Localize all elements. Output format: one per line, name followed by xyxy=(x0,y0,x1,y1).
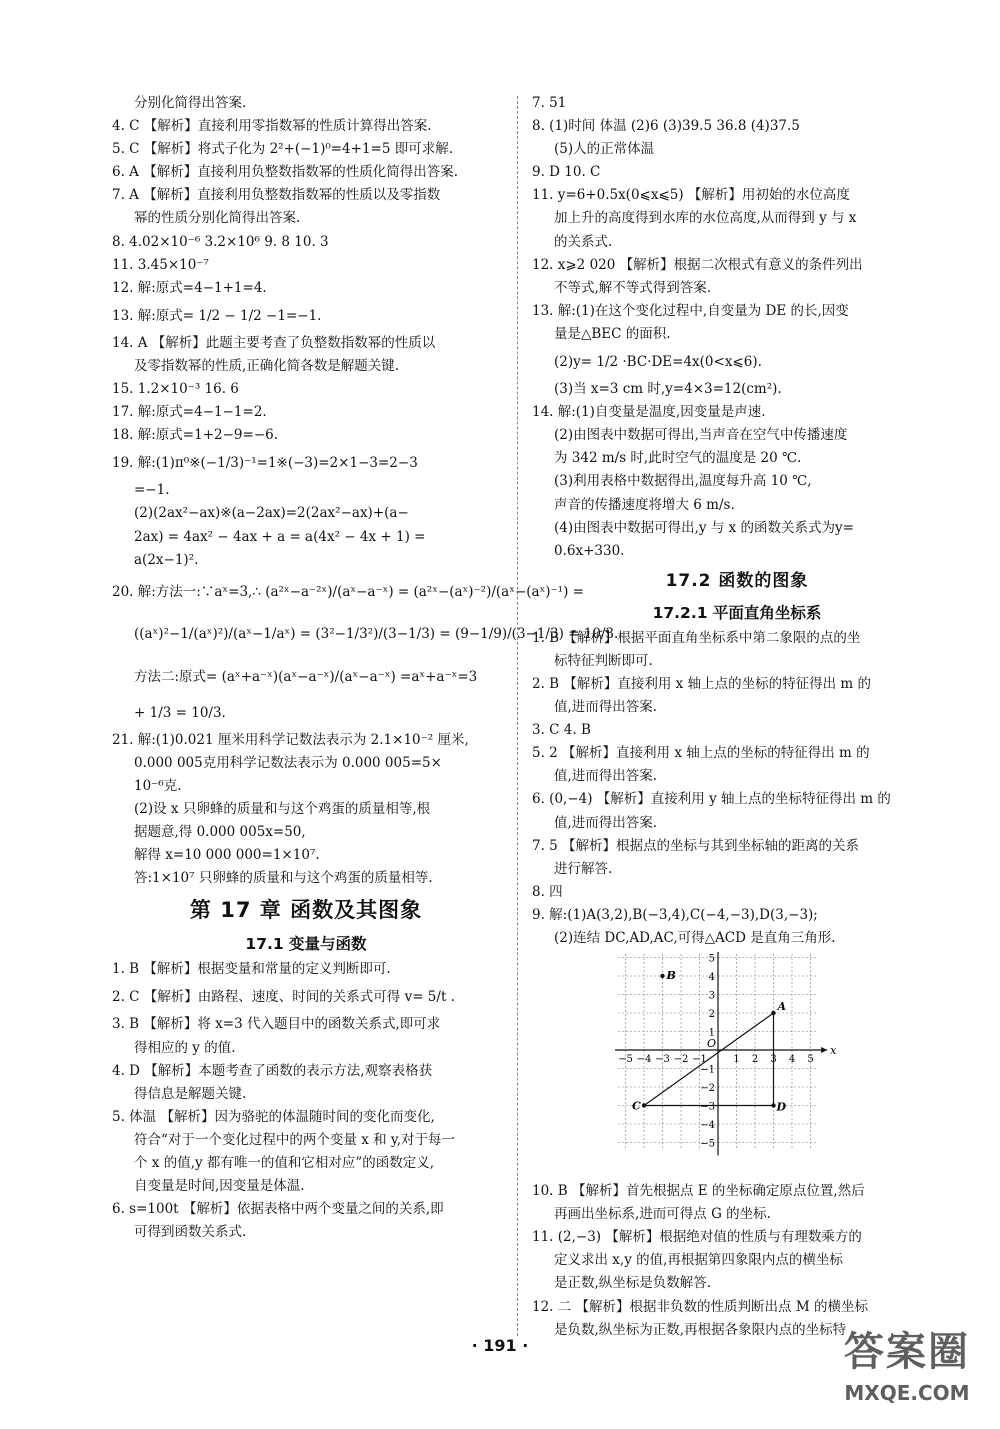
right-tail-answers xyxy=(532,1180,942,1342)
answer-line: 4. C 【解析】直接利用零指数幂的性质计算得出答案. xyxy=(112,118,432,135)
y-tick-label: −3 xyxy=(700,1101,715,1113)
point-label: A xyxy=(777,1000,787,1014)
answer-line: 是正数,纵坐标是负数解答. xyxy=(554,1275,712,1292)
answer-line: 1. B 【解析】根据变量和常量的定义判断即可. xyxy=(112,961,391,978)
answer-line: 10. B 【解析】首先根据点 E 的坐标确定原点位置,然后 xyxy=(532,1183,865,1200)
watermark-bottom: MXQE.COM xyxy=(844,1381,970,1405)
y-tick-label: 4 xyxy=(708,972,715,984)
answer-line: 方法二:原式= (aˣ+a⁻ˣ)(aˣ−a⁻ˣ)/(aˣ−a⁻ˣ) =aˣ+a⁻ˣ=3 xyxy=(134,668,478,685)
x-tick-label: 4 xyxy=(788,1054,796,1066)
answer-line: 14. A 【解析】此题主要考查了负整数指数幂的性质以 xyxy=(112,334,436,351)
answer-line: (2)(2ax²−ax)※(a−2ax)=2(2ax²−ax)+(a− xyxy=(134,505,409,522)
answer-line: 5. 体温 【解析】因为骆驼的体温随时间的变化而变化, xyxy=(112,1108,435,1125)
point-label: B xyxy=(666,969,676,983)
watermark-logo xyxy=(822,1320,992,1424)
answer-line: a(2x−1)². xyxy=(134,551,199,568)
answer-line: 13. 解:原式= 1/2 − 1/2 −1=−1. xyxy=(112,307,322,324)
answer-line: 值,进而得出答案. xyxy=(554,699,658,716)
answer-line: 符合“对于一个变化过程中的两个变量 x 和 y,对于每一 xyxy=(134,1131,456,1148)
answer-line: 0.6x+330. xyxy=(554,542,625,559)
answer-line: 14. 解:(1)自变量是温度,因变量是声速. xyxy=(532,404,766,421)
right-answer-lines xyxy=(532,92,942,563)
coordinate-graph xyxy=(532,950,942,1180)
answer-line: 8. 四 xyxy=(532,883,563,900)
coordinate-plane-svg xyxy=(615,952,845,1178)
answer-line: 18. 解:原式=1+2−9=−6. xyxy=(112,427,279,444)
point-label: D xyxy=(776,1100,787,1114)
x-tick-label: −2 xyxy=(673,1054,689,1066)
answer-line: 19. 解:(1)π⁰※(−1/3)⁻¹=1※(−3)=2×1−3=2−3 xyxy=(112,455,418,472)
answer-line: 6. s=100t 【解析】依据表格中两个变量之间的关系,即 xyxy=(112,1201,444,1218)
answer-line: 进行解答. xyxy=(554,860,613,877)
answer-line: (3)利用表格中数据得出,温度每升高 10 ℃, xyxy=(554,473,812,490)
point-a xyxy=(771,1011,775,1015)
answer-line: 是负数,纵坐标为正数,再根据各象限内点的坐标特 xyxy=(554,1321,847,1338)
answer-line: 定义求出 x,y 的值,再根据第四象限内点的横坐标 xyxy=(554,1252,843,1269)
watermark-top: 答案圈 xyxy=(844,1329,970,1375)
y-tick-label: 5 xyxy=(708,953,715,965)
answer-line: 6. A 【解析】直接利用负整数指数幂的性质化简得出答案. xyxy=(112,164,459,181)
answer-line: (5)人的正常体温 xyxy=(554,141,655,158)
answer-line: 标特征判断即可. xyxy=(554,652,653,669)
answer-line: 为 342 m/s 时,此时空气的温度是 20 ℃. xyxy=(554,450,802,467)
answer-line: 声音的传播速度将增大 6 m/s. xyxy=(554,496,735,513)
section-17-2-1-title: 17.2.1 平面直角坐标系 xyxy=(652,603,822,622)
answer-line: 的关系式. xyxy=(554,233,613,250)
answer-line: (2)由图表中数据可得出,当声音在空气中传播速度 xyxy=(554,427,848,444)
answer-line: 2. B 【解析】直接利用 x 轴上点的坐标的特征得出 m 的 xyxy=(532,675,871,692)
answer-line: 17. 解:原式=4−1−1=2. xyxy=(112,404,267,421)
answer-line: 分别化简得出答案. xyxy=(134,95,247,111)
answer-line: 可得到函数关系式. xyxy=(134,1224,247,1241)
x-tick-label: 2 xyxy=(751,1054,759,1066)
answer-line: 4. D 【解析】本题考查了函数的表示方法,观察表格获 xyxy=(112,1062,433,1079)
y-tick-label: −5 xyxy=(700,1138,715,1150)
answer-line: =−1. xyxy=(134,482,170,499)
answer-line: 2ax) = 4ax² − 4ax + a = a(4x² − 4x + 1) = xyxy=(134,528,426,545)
answer-line: 值,进而得出答案. xyxy=(554,768,658,785)
answer-line: 7. A 【解析】直接利用负整数指数幂的性质以及零指数 xyxy=(112,187,441,204)
answer-line: 得相应的 y 的值. xyxy=(134,1039,236,1056)
section-17-1-title: 17.1 变量与函数 xyxy=(245,935,367,954)
answer-line: 7. 51 xyxy=(532,95,567,111)
answer-line: 10⁻⁶克. xyxy=(134,777,182,794)
point-b xyxy=(660,974,664,978)
answer-line: 12. 二 【解析】根据非负数的性质判断出点 M 的横坐标 xyxy=(532,1298,868,1315)
y-tick-label: 3 xyxy=(708,990,715,1002)
chapter-title: 第 17 章 函数及其图象 xyxy=(189,898,423,923)
answer-line: ((aˣ)²−1/(aˣ)²)/(aˣ−1/aˣ) = (3²−1/3²)/(3−1/3) = (9−1/9)/(3−1/3) = 10/3. xyxy=(134,625,619,642)
answer-line: 12. x⩾2 020 【解析】根据二次根式有意义的条件列出 xyxy=(532,256,863,273)
page-number: · 191 · xyxy=(471,1336,529,1355)
answer-line: 值,进而得出答案. xyxy=(554,814,658,831)
x-tick-label: 3 xyxy=(770,1054,777,1066)
y-tick-label: −2 xyxy=(700,1083,715,1095)
answer-line: 8. 4.02×10⁻⁶ 3.2×10⁶ 9. 8 10. 3 xyxy=(112,233,329,250)
answer-line: + 1/3 = 10/3. xyxy=(134,704,226,721)
answer-line: (2)y= 1/2 ·BC·DE=4x(0<x⩽6). xyxy=(554,354,762,371)
answer-line: 11. 3.45×10⁻⁷ xyxy=(112,256,209,273)
answer-line: 3. C 4. B xyxy=(532,722,591,739)
section-17-1-answers xyxy=(112,958,500,1244)
x-axis-label: x xyxy=(830,1044,837,1058)
answer-line: 0.000 005克用科学记数法表示为 0.000 005=5× xyxy=(134,754,442,771)
answer-line: 2. C 【解析】由路程、速度、时间的关系式可得 v= 5/t . xyxy=(112,989,455,1006)
y-tick-label: 1 xyxy=(708,1027,715,1039)
point-label: C xyxy=(632,1099,641,1113)
answer-line: 答:1×10⁷ 只卵蜂的质量和与这个鸡蛋的质量相等. xyxy=(134,870,433,887)
x-tick-label: −4 xyxy=(636,1054,652,1066)
answer-line: 11. (2,−3) 【解析】根据绝对值的性质与有理数乘方的 xyxy=(532,1229,862,1246)
origin-label: O xyxy=(707,1037,717,1051)
x-tick-label: −3 xyxy=(655,1054,670,1066)
answer-line: (4)由图表中数据可得出,y 与 x 的函数关系式为y= xyxy=(554,519,854,536)
answer-line: 解得 x=10 000 000=1×10⁷. xyxy=(134,847,320,864)
answer-line: 8. (1)时间 体温 (2)6 (3)39.5 36.8 (4)37.5 xyxy=(532,118,800,135)
answer-line: 幂的性质分别化简得出答案. xyxy=(134,210,301,227)
x-tick-label: −5 xyxy=(618,1054,633,1066)
answer-line: (2)设 x 只卵蜂的质量和与这个鸡蛋的质量相等,根 xyxy=(134,800,431,817)
answer-line: 个 x 的值,y 都有唯一的值和它相对应”的函数定义, xyxy=(134,1155,435,1171)
y-tick-label: −1 xyxy=(700,1064,715,1076)
answer-line: 12. 解:原式=4−1+1=4. xyxy=(112,279,267,296)
point-c xyxy=(642,1103,646,1107)
answer-line: 不等式,解不等式得到答案. xyxy=(554,279,712,296)
column-divider xyxy=(517,96,518,1336)
answer-line: 再画出坐标系,进而可得点 G 的坐标. xyxy=(554,1206,771,1223)
y-tick-label: 2 xyxy=(708,1009,715,1021)
y-tick-label: −4 xyxy=(700,1120,715,1132)
right-column xyxy=(532,92,942,1342)
x-axis-arrow-icon xyxy=(821,1047,827,1053)
answer-line: 自变量是时间,因变量是体温. xyxy=(134,1178,305,1195)
section-17-2-title: 17.2 函数的图象 xyxy=(665,570,809,591)
answer-line: (3)当 x=3 cm 时,y=4×3=12(cm²). xyxy=(554,381,782,398)
x-tick-label: −1 xyxy=(692,1054,707,1066)
answer-line: 1. B 【解析】根据平面直角坐标系中第二象限的点的坐 xyxy=(532,629,861,646)
answer-line: 15. 1.2×10⁻³ 16. 6 xyxy=(112,381,239,398)
answer-line: 得信息是解题关键. xyxy=(134,1085,247,1102)
answer-line: 加上升的高度得到水库的水位高度,从而得到 y 与 x xyxy=(554,210,857,227)
answer-line: 量是△BEC 的面积. xyxy=(554,325,671,342)
answer-line: (2)连结 DC,AD,AC,可得△ACD 是直角三角形. xyxy=(554,930,836,946)
point-d xyxy=(771,1103,775,1107)
answer-line: 11. y=6+0.5x(0⩽x⩽5) 【解析】用初始的水位高度 xyxy=(532,187,850,204)
answer-line: 及零指数幂的性质,正确化简各数是解题关键. xyxy=(134,357,400,374)
answer-line: 7. 5 【解析】根据点的坐标与其到坐标轴的距离的关系 xyxy=(532,837,860,854)
answer-line: 9. D 10. C xyxy=(532,164,601,181)
answer-line: 6. (0,−4) 【解析】直接利用 y 轴上点的坐标特征得出 m 的 xyxy=(532,791,891,808)
answer-line: 20. 解:方法一:∵aˣ=3,∴ (a²ˣ−a⁻²ˣ)/(aˣ−a⁻ˣ) = (a²ˣ−(aˣ)⁻²)/(aˣ−(aˣ)⁻¹) = xyxy=(112,583,584,600)
answer-line: 13. 解:(1)在这个变化过程中,自变量为 DE 的长,因变 xyxy=(532,302,849,319)
x-tick-label: 5 xyxy=(807,1054,814,1066)
answer-line: 据题意,得 0.000 005x=50, xyxy=(134,824,306,841)
answer-line: 3. B 【解析】将 x=3 代入题目中的函数关系式,即可求 xyxy=(112,1016,441,1033)
answer-line: 9. 解:(1)A(3,2),B(−3,4),C(−4,−3),D(3,−3); xyxy=(532,906,818,923)
section-17-2-answers xyxy=(532,627,942,950)
answer-line: 5. C 【解析】将式子化为 2²+(−1)⁰=4+1=5 即可求解. xyxy=(112,141,454,158)
answer-line: 5. 2 【解析】直接利用 x 轴上点的坐标的特征得出 m 的 xyxy=(532,745,870,762)
answer-line: 21. 解:(1)0.021 厘米用科学记数法表示为 2.1×10⁻² 厘米, xyxy=(112,731,469,748)
x-tick-label: 1 xyxy=(733,1054,740,1066)
